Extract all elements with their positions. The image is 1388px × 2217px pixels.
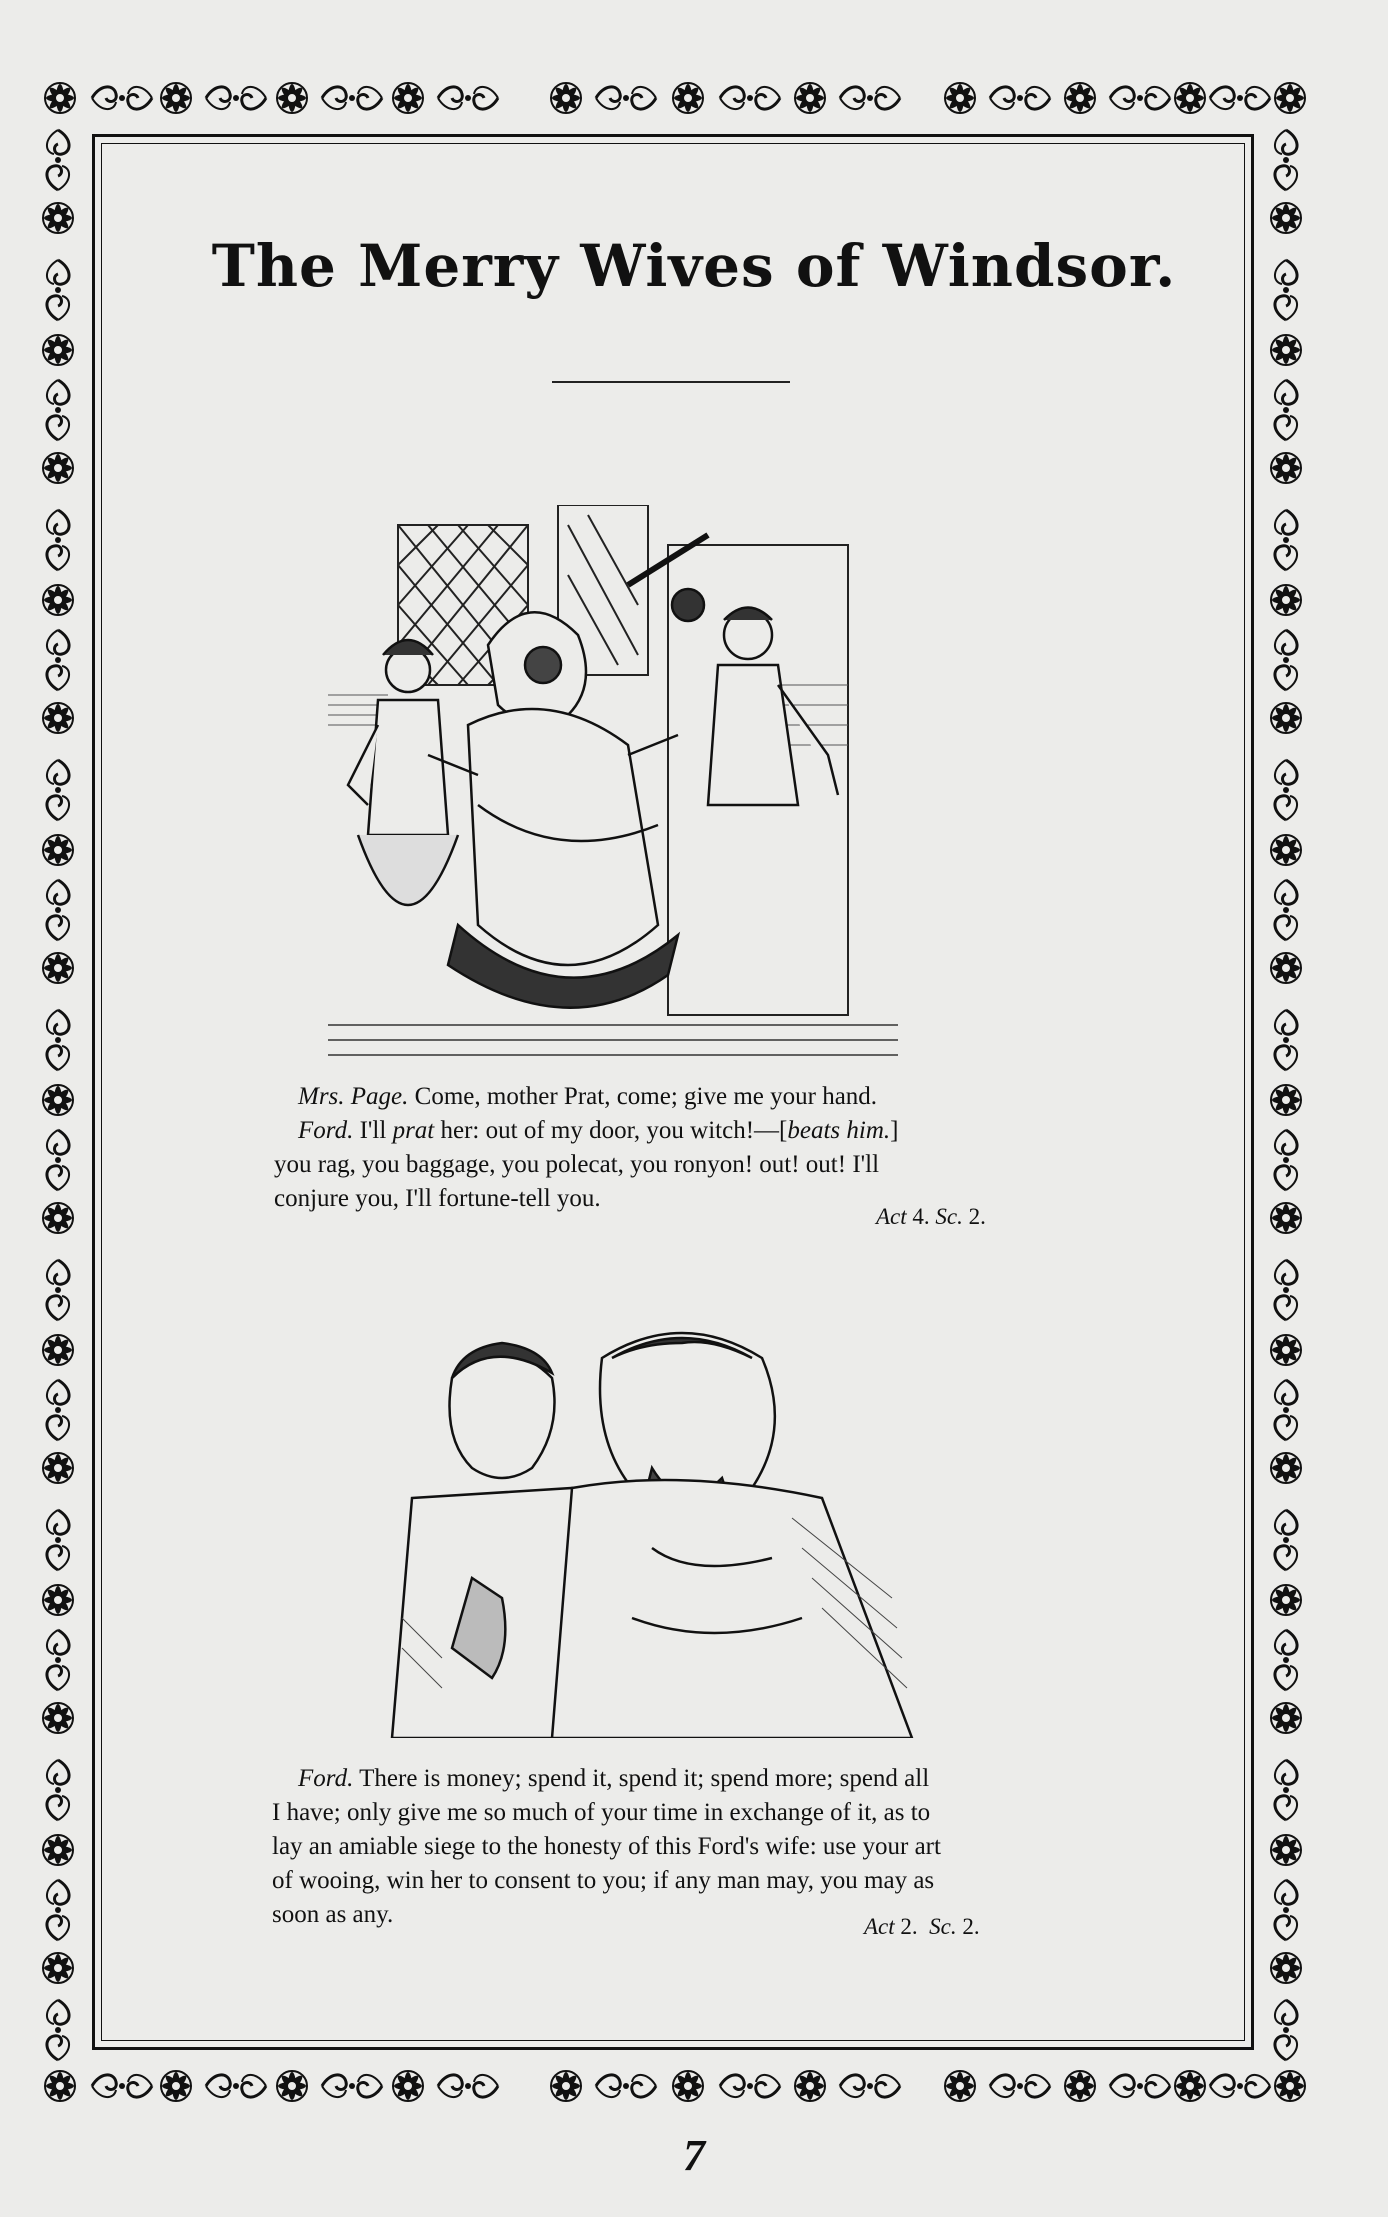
act-label: Act	[876, 1204, 907, 1229]
caption-scene-2	[272, 1762, 1102, 1932]
caption-1-italic-word: prat	[392, 1117, 435, 1144]
scene-label: Sc.	[935, 1204, 963, 1229]
caption-2-line-1	[272, 1762, 1102, 1796]
illustration-scene-2	[352, 1318, 992, 1738]
stage-direction: beats him.	[787, 1117, 891, 1144]
scene-number: 2.	[968, 1204, 986, 1229]
caption-1-line-2	[298, 1114, 1088, 1148]
bottom-ornament-band	[45, 2071, 1305, 2101]
act-ref-scene-1	[876, 1204, 986, 1230]
speaker-ford-2: Ford.	[298, 1765, 354, 1792]
speaker-mrs-page: Mrs. Page.	[298, 1083, 409, 1110]
caption-1-text-3: you rag, you baggage, you polecat, you ronyon! out! out! I'll	[274, 1151, 880, 1178]
caption-2-text-3: lay an amiable siege to the honesty of this Ford's wife: use your art	[272, 1833, 941, 1860]
caption-1-text-1: Come, mother Prat, come; give me your hand.	[414, 1083, 878, 1110]
top-ornament-band	[45, 83, 1305, 113]
caption-1-line-1	[298, 1080, 1088, 1114]
scene-number-2: 2.	[962, 1914, 980, 1939]
title-rule	[552, 381, 790, 383]
speaker-ford: Ford.	[298, 1117, 354, 1144]
illustration-scene-1	[328, 505, 898, 1065]
left-ornament-band	[43, 130, 73, 2060]
page-title: The Merry Wives of Windsor.	[211, 232, 1177, 300]
caption-1-text-2b: her: out of my door, you witch!—[	[440, 1117, 788, 1144]
caption-2-text-5: soon as any.	[272, 1901, 394, 1928]
caption-2-text-2: I have; only give me so much of your time in exchange of it, as to	[272, 1799, 931, 1826]
act-label-2: Act	[864, 1914, 895, 1939]
caption-1-text-2a: I'll	[359, 1117, 387, 1144]
right-ornament-band	[1271, 130, 1301, 2060]
caption-scene-1	[298, 1080, 1088, 1148]
caption-1-text-4: conjure you, I'll fortune-tell you.	[274, 1185, 601, 1212]
act-number: 4.	[912, 1204, 930, 1229]
stage-close: ]	[890, 1117, 899, 1144]
act-ref-scene-2	[864, 1914, 980, 1940]
scene-label-2: Sc.	[929, 1914, 957, 1939]
act-number-2: 2.	[900, 1914, 918, 1939]
caption-2-text-4: of wooing, win her to consent to you; if any man may, you may as	[272, 1867, 935, 1894]
page-number: 7	[683, 2131, 705, 2180]
caption-2-text-1: There is money; spend it, spend it; spend more; spend all	[359, 1765, 930, 1792]
